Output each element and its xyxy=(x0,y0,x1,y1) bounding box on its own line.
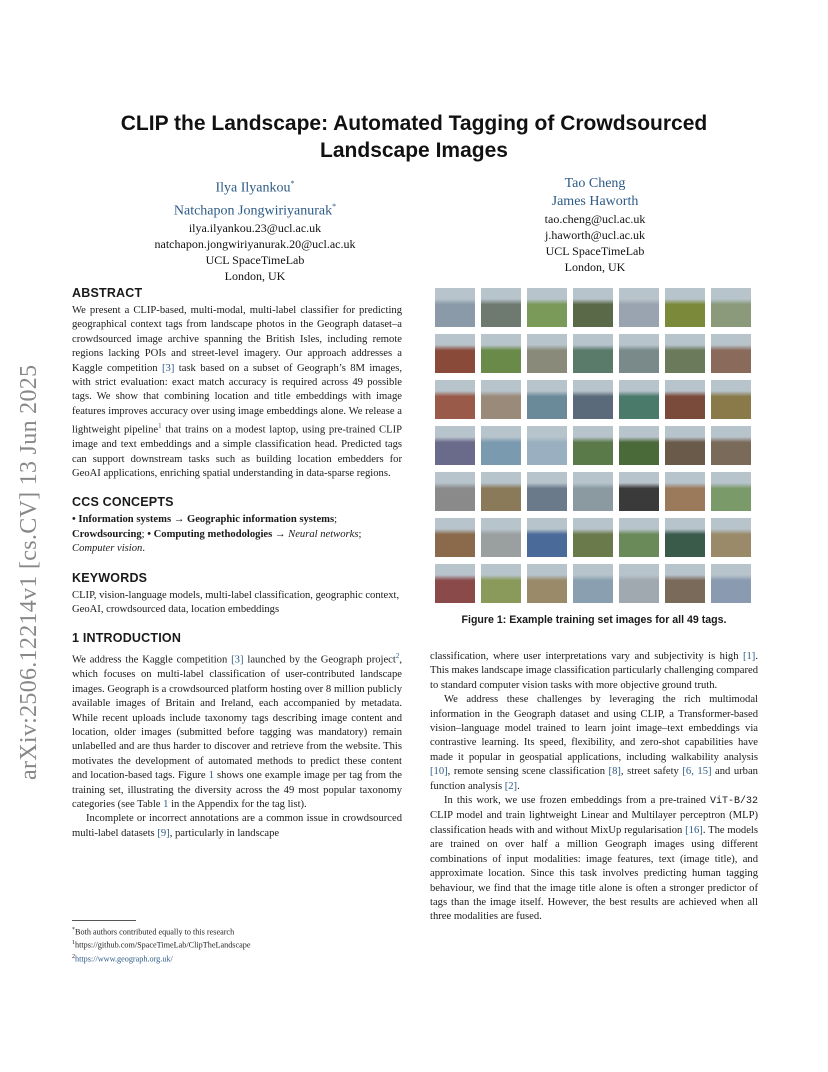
figure-thumbnail xyxy=(573,518,613,557)
ccs-heading: CCS CONCEPTS xyxy=(72,495,174,510)
citation-link[interactable]: [10] xyxy=(430,766,448,778)
figure-thumbnail xyxy=(711,426,751,465)
figure-1-caption: Figure 1: Example training set images for all 49 tags. xyxy=(461,614,727,626)
author-name: James Haworth xyxy=(551,194,639,209)
figure-thumbnail xyxy=(435,472,475,511)
figure-thumbnail xyxy=(573,334,613,373)
right-paragraph-3: In this work, we use frozen embeddings from a pre-trained ViT-B/32 CLIP model and train lightweight Linear and Multilayer perceptron (MLP) classification heads with and without MixUp regularisation [16]. The models are trained on over half a million Geograph images using different combinations of input modalities: image features, text (image title), and approximate location. Since this task involves predicting human tagging behaviour, we find that the image title alone is often a stronger predictor of tags than the image itself. However, the best results are achieved when all three modalities are fused. xyxy=(430,795,758,923)
citation-link[interactable]: 15] xyxy=(697,766,712,778)
figure-thumbnail xyxy=(435,518,475,557)
figure-thumbnail xyxy=(619,472,659,511)
figure-thumbnail xyxy=(619,564,659,603)
citation-link[interactable]: [3] xyxy=(231,654,244,666)
figure-thumbnail xyxy=(527,518,567,557)
figure-thumbnail xyxy=(619,426,659,465)
figure-thumbnail xyxy=(711,518,751,557)
footnotes xyxy=(72,920,402,965)
figure-thumbnail xyxy=(619,518,659,557)
author-block-left xyxy=(90,175,420,284)
figure-thumbnail xyxy=(573,426,613,465)
citation-link[interactable]: [8] xyxy=(608,766,621,778)
author-name: Tao Cheng xyxy=(564,176,626,191)
figure-thumbnail xyxy=(481,472,521,511)
figure-thumbnail xyxy=(435,426,475,465)
figure-thumbnail xyxy=(573,380,613,419)
footnote-marker[interactable]: 1 xyxy=(158,422,162,431)
figure-thumbnail xyxy=(481,380,521,419)
figure-thumbnail xyxy=(527,426,567,465)
author-block-right xyxy=(470,175,720,275)
figure-thumbnail xyxy=(665,426,705,465)
figure-thumbnail xyxy=(665,472,705,511)
footnote-equal-contribution: *Both authors contributed equally to this research xyxy=(72,927,235,937)
paper-title: CLIP the Landscape: Automated Tagging of Crowdsourced Landscape Images xyxy=(120,112,708,162)
author-email: tao.cheng@ucl.ac.uk xyxy=(544,212,646,226)
figure-thumbnail xyxy=(435,288,475,327)
figure-thumbnail xyxy=(527,564,567,603)
ccs-text: • Information systems → Geographic information systems; Crowdsourcing; • Computing methodologies → Neural networks; Computer vision. xyxy=(72,514,362,555)
figure-thumbnail xyxy=(481,564,521,603)
figure-thumbnail xyxy=(619,334,659,373)
author-name: Natchapon Jongwiriyanurak* xyxy=(173,201,337,219)
figure-thumbnail xyxy=(711,288,751,327)
figure-thumbnail xyxy=(481,426,521,465)
figure-reference-link[interactable]: 1 xyxy=(208,770,214,782)
citation-link[interactable]: [9] xyxy=(157,827,170,839)
figure-thumbnail xyxy=(665,380,705,419)
arxiv-identifier: arXiv:2506.12214v1 [cs.CV] 13 Jun 2025 xyxy=(16,364,42,780)
right-column xyxy=(430,286,758,925)
figure-thumbnail xyxy=(527,334,567,373)
author-affiliation: UCL SpaceTimeLab xyxy=(205,253,305,268)
author-email: natchapon.jongwiriyanurak.20@ucl.ac.uk xyxy=(154,237,356,252)
figure-thumbnail xyxy=(481,518,521,557)
figure-thumbnail xyxy=(573,472,613,511)
right-paragraph-1: classification, where user interpretations vary and subjectivity is high [1]. This makes landscape image classification particularly challenging compared to standard computer vision tasks with more objective ground truth. xyxy=(430,651,758,691)
figure-thumbnail xyxy=(665,564,705,603)
figure-thumbnail xyxy=(711,564,751,603)
figure-thumbnail xyxy=(573,288,613,327)
left-column xyxy=(72,286,402,841)
author-email: j.haworth@ucl.ac.uk xyxy=(544,228,646,242)
figure-thumbnail xyxy=(665,334,705,373)
introduction-heading: 1 INTRODUCTION xyxy=(72,631,182,646)
footnote-2: $^2$https://www.geograph.org.uk/ xyxy=(72,953,173,964)
figure-thumbnail xyxy=(527,288,567,327)
figure-thumbnail xyxy=(527,380,567,419)
citation-link[interactable]: [6, xyxy=(682,766,694,778)
footnote-2-link[interactable]: https://www.geograph.org.uk/ xyxy=(75,954,173,964)
figure-1-image-grid xyxy=(435,288,758,603)
footnote-1-link[interactable]: https://github.com/SpaceTimeLab/ClipTheLandscape xyxy=(75,941,251,951)
figure-thumbnail xyxy=(711,334,751,373)
figure-thumbnail xyxy=(573,564,613,603)
figure-thumbnail xyxy=(619,380,659,419)
figure-thumbnail xyxy=(665,518,705,557)
citation-link[interactable]: [16] xyxy=(685,824,703,836)
figure-thumbnail xyxy=(665,288,705,327)
figure-thumbnail xyxy=(481,334,521,373)
figure-thumbnail xyxy=(435,334,475,373)
figure-thumbnail xyxy=(481,288,521,327)
table-reference-link[interactable]: 1 xyxy=(163,799,169,811)
footnote-divider xyxy=(72,920,136,921)
right-body-text xyxy=(430,650,758,925)
intro-paragraph-1: We address the Kaggle competition [3] launched by the Geograph project$^2$, which focuses on multi-label classification of user-contributed landscape images. Geograph is a crowdsourced platform hosting over 8 million publicly available images of Britain and Ireland, each accompanied by metadata. While recent uploads include taxonomy tags describing image content and location, older images (submitted before tagging was mandatory) remain unlabelled and are thus harder to discover and retrieve from the website. This motivates the development of automated methods to predict these content and location-based tags. Figure 1 shows one example image per tag from the training set, illustrating the diversity across the 49 most popular taxonomy categories (see Table 1 in the Appendix for the tag list). xyxy=(72,652,402,811)
author-email: ilya.ilyankou.23@ucl.ac.uk xyxy=(188,221,322,236)
citation-link[interactable]: [1] xyxy=(742,651,756,662)
figure-thumbnail xyxy=(527,472,567,511)
citation-link[interactable]: [3] xyxy=(162,362,175,374)
figure-thumbnail xyxy=(435,564,475,603)
keywords-heading: KEYWORDS xyxy=(72,570,148,585)
figure-thumbnail xyxy=(711,380,751,419)
author-affiliation: UCL SpaceTimeLab xyxy=(545,244,645,258)
figure-thumbnail xyxy=(619,288,659,327)
footnote-1: $^1$https://github.com/SpaceTimeLab/ClipTheLandscape xyxy=(72,940,251,951)
footnote-marker[interactable]: 2 xyxy=(395,652,400,661)
figure-thumbnail xyxy=(711,472,751,511)
keywords-text: CLIP, vision-language models, multi-label classification, geographic context, GeoAI, crowdsourced data, location embeddings xyxy=(72,589,400,616)
figure-thumbnail xyxy=(435,380,475,419)
author-name: Ilya Ilyankou* xyxy=(215,179,295,196)
abstract-text: We present a CLIP-based, multi-modal, multi-label classifier for predicting geographical context tags from landscape photos in the Geograph dataset–a crowdsourced image archive spanning the British Isles, including remote regions lacking POIs and street-level imagery. Our approach addresses a Kaggle competition [3] task based on a subset of Geograph’s 8M images, with strict evaluation: exact match accuracy is required across 49 possible tags. We show that combining location and title embeddings with image features improves accuracy over using image embeddings alone. We release a lightweight pipeline$^1$ that trains on a modest laptop, using pre-trained CLIP image and text embeddings and a simple classification head. Predicted tags can support downstream tasks such as building location embedders for GeoAI applications, enriching spatial understanding in data-sparse regions. xyxy=(72,305,402,479)
author-location: London, UK xyxy=(564,260,626,274)
model-name: ViT-B/32 xyxy=(709,796,758,808)
abstract-heading: ABSTRACT xyxy=(72,286,143,300)
intro-paragraph-2: Incomplete or incorrect annotations are a common issue in crowdsourced multi-label datasets [9], particularly in landscape xyxy=(72,813,402,839)
citation-link[interactable]: [2] xyxy=(504,780,518,792)
right-paragraph-2: We address these challenges by leveraging the rich multimodal information in the Geograph dataset and using CLIP, a Transformer-based vision–language model trained to learn joint image–text embeddings via contrastive learning. Its speed, flexibility, and zero-shot capabilities have made it popular in geospatial applications, including walkability analysis [10], remote sensing scene classification [8], street safety [6, 15] and urban function analysis [2]. xyxy=(430,694,758,792)
author-location: London, UK xyxy=(224,269,286,284)
